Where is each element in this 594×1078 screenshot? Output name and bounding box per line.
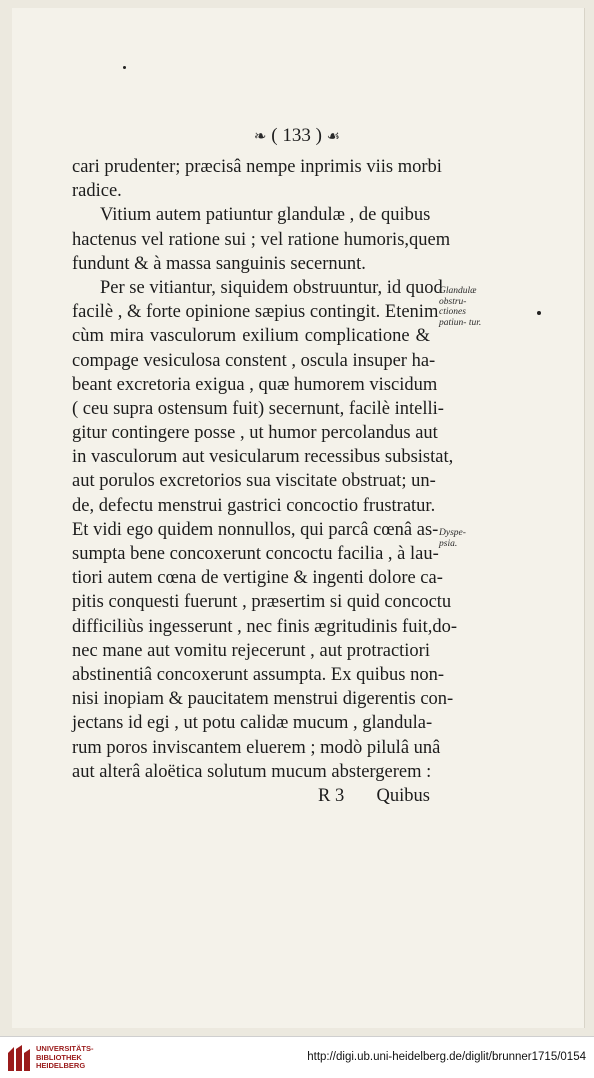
text-line: Per se vitiantur, siquidem obstruuntur, id quod — [100, 277, 443, 298]
text-line: de, defectu menstrui gastrici concoctio frustratur. — [72, 495, 436, 516]
text-line: compage vesiculosa constent , oscula insuper ha- — [72, 350, 436, 371]
library-name-line: UNIVERSITÄTS- — [36, 1044, 94, 1053]
ink-speck — [123, 66, 126, 69]
margin-note-dyspepsia: Dyspe- psia. — [439, 528, 466, 549]
ornament-right-icon: ☙ — [326, 129, 341, 145]
ink-speck — [537, 311, 541, 315]
text-line: nec mane aut vomitu rejecerunt , aut protractiori — [72, 640, 430, 661]
library-name-line: BIBLIOTHEK — [36, 1052, 82, 1062]
text-line: gitur contingere posse , ut humor percolandus aut — [72, 423, 438, 444]
signature-mark: R 3 — [318, 785, 345, 806]
catchword: Quibus — [376, 785, 430, 806]
text-line: cùm mira vasculorum exilium complicatione & — [72, 326, 430, 347]
margin-note-glandulae: Glandulæ obstru- ctiones patiun- tur. — [439, 286, 482, 328]
text-line: aut porulos excretorios sua viscitate obstruat; un- — [72, 471, 436, 492]
text-line: hactenus vel ratione sui ; vel ratione humoris,quem — [72, 229, 451, 250]
text-line: beant excretoria exigua , quæ humorem viscidum — [72, 374, 438, 395]
text-line: nisi inopiam & paucitatem menstrui digerentis con- — [72, 689, 454, 710]
catch-line — [72, 784, 430, 808]
permalink-url[interactable]: http://digi.ub.uni-heidelberg.de/diglit/brunner1715/0154 — [307, 1051, 586, 1063]
text-line: radice. — [72, 181, 122, 202]
text-line: abstinentiâ concoxerunt assumpta. Ex quibus non- — [72, 664, 444, 685]
text-line: facilè , & forte opinione sæpius contingit. Etenim — [72, 302, 439, 323]
text-line: jectans id egi , ut potu calidæ mucum , glandula- — [72, 713, 433, 734]
text-line: Et vidi ego quidem nonnullos, qui parcâ cœnâ as- — [72, 519, 439, 540]
library-footer — [0, 1036, 594, 1078]
text-line: aut alterâ aloëtica solutum mucum abstergerem : — [72, 761, 432, 782]
page-number: 133 — [282, 125, 311, 146]
text-line: difficiliùs ingesserunt , nec finis ægritudinis fuit,do- — [72, 616, 458, 637]
text-line: fundunt & à massa sanguinis secernunt. — [72, 253, 366, 274]
text-line: cari prudenter; præcisâ nempe inprimis viis morbi — [72, 157, 442, 177]
text-line: pitis conquesti fuerunt , præsertim si quid concoctu — [72, 592, 452, 613]
ornament-left-icon: ❧ — [253, 129, 267, 145]
university-library-logo-icon — [6, 1043, 32, 1073]
text-line: rum poros inviscantem eluerem ; modò pilulâ unâ — [72, 737, 441, 758]
running-head: ❧ ( 133 ) ☙ — [253, 125, 341, 146]
library-name — [36, 1045, 94, 1071]
text-line: ( ceu supra ostensum fuit) secernunt, facilè intelli- — [72, 398, 444, 419]
text-line: sumpta bene concoxerunt concoctu facilia , à lau- — [72, 544, 439, 564]
text-line: Vitium autem patiuntur glandulæ , de quibus — [100, 205, 431, 226]
library-name-line: HEIDELBERG — [36, 1061, 86, 1070]
text-line: tiori autem cœna de vertigine & ingenti dolore ca- — [72, 568, 443, 589]
text-line: in vasculorum aut vesicularum recessibus subsistat, — [72, 447, 454, 468]
